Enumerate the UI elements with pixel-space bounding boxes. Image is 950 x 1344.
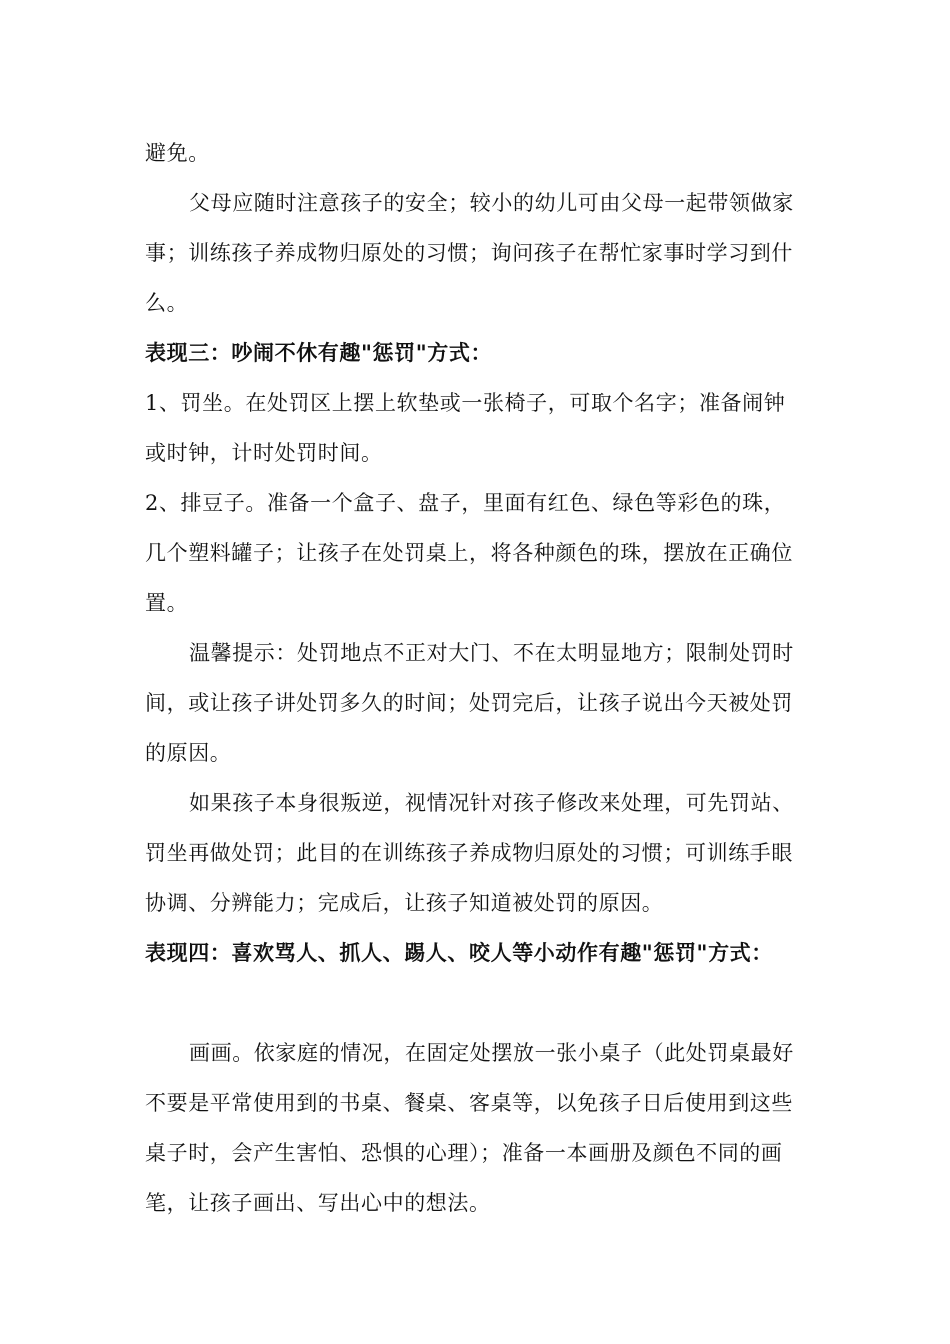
paragraph-tips: 温馨提示：处罚地点不正对大门、不在太明显地方；限制处罚时间，或让孩子讲处罚多久的时间；处罚完后，让孩子说出今天被处罚的原因。: [145, 641, 794, 765]
heading-behavior-four: 表现四：喜欢骂人、抓人、踢人、咬人等小动作有趣"惩罚"方式：: [145, 940, 773, 965]
paragraph-sit-penalty: 1、罚坐。在处罚区上摆上软垫或一张椅子，可取个名字；准备闹钟或时钟，计时处罚时间。: [145, 391, 786, 465]
paragraph-rebellious-child: 如果孩子本身很叛逆，视情况针对孩子修改来处理，可先罚站、罚坐再做处罚；此目的在训练孩子养成物归原处的习惯；可训练手眼协调、分辨能力；完成后，让孩子知道被处罚的原因。: [145, 791, 794, 915]
heading-behavior-three: 表现三：吵闹不休有趣"惩罚"方式：: [145, 340, 493, 365]
paragraph-bean-sorting: 2、排豆子。准备一个盒子、盘子，里面有红色、绿色等彩色的珠，几个塑料罐子；让孩子在处罚桌上，将各种颜色的珠，摆放在正确位置。: [145, 491, 793, 615]
paragraph-continuation: 避免。: [145, 141, 210, 165]
paragraph-parent-safety: 父母应随时注意孩子的安全；较小的幼儿可由父母一起带领做家事；训练孩子养成物归原处的习惯；询问孩子在帮忙家事时学习到什么。: [145, 191, 794, 315]
paragraph-drawing: 画画。依家庭的情况，在固定处摆放一张小桌子（此处罚桌最好不要是平常使用到的书桌、餐桌、客桌等，以免孩子日后使用到这些桌子时，会产生害怕、恐惧的心理）；准备一本画册及颜色不同的画笔，让孩子画出、写出心中的想法。: [145, 1041, 794, 1215]
